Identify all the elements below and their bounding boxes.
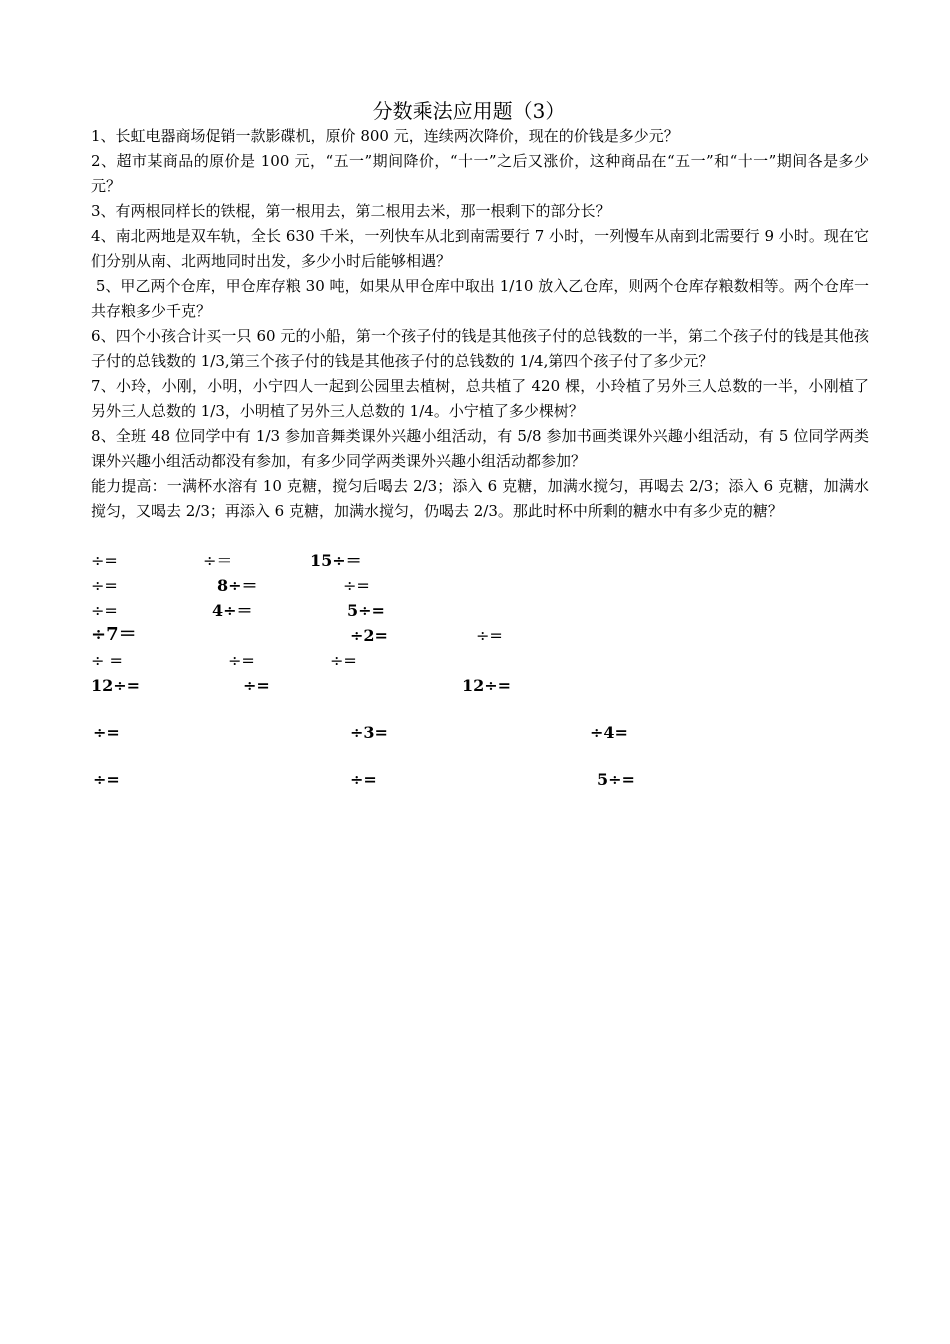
calc-r7-c2: ÷3=: [350, 723, 388, 742]
calc-r7-c1: ÷=: [93, 723, 120, 742]
bonus-problem: 能力提高：一满杯水溶有 10 克糖，搅匀后喝去 2/3；添入 6 克糖，加满水搅匀，再喝去 2/3；添入 6 克糖，加满水搅匀，又喝去 2/3；再添入 6 克糖，加满水搅匀，仍喝去 2/3。那此时杯中所剩的糖水中有多少克的糖？: [91, 477, 869, 520]
calc-r5-c3: ÷=: [330, 651, 357, 670]
calc-r1-c2: ÷＝: [203, 551, 233, 570]
problem-2: 2、超市某商品的原价是 100 元，“五一”期间降价，“十一”之后又涨价，这种商品在“五一”和“十一”期间各是多少元？: [91, 152, 869, 195]
calc-r2-c2: 8÷＝: [217, 576, 258, 595]
calc-r6-c3: 12÷=: [462, 676, 512, 695]
calc-r4-c1: ÷7＝: [91, 624, 137, 645]
problem-3: 3、有两根同样长的铁棍，第一根用去，第二根用去米，那一根剩下的部分长？: [91, 202, 611, 220]
calc-r3-c1: ÷=: [91, 601, 118, 620]
calc-r3-c2: 4÷＝: [212, 601, 253, 620]
problem-5: 5、甲乙两个仓库，甲仓库存粮 30 吨，如果从甲仓库中取出 1/10 放入乙仓库，则两个仓库存粮数相等。两个仓库一共存粮多少千克？: [91, 277, 869, 320]
calc-r5-c2: ÷=: [228, 651, 255, 670]
calc-r2-c1: ÷=: [91, 576, 118, 595]
calc-r8-c3: 5÷=: [597, 770, 635, 789]
problem-4: 4、南北两地是双车轨，全长 630 千米，一列快车从北到南需要行 7 小时，一列慢车从南到北需要行 9 小时。现在它们分别从南、北两地同时出发，多少小时后能够相遇？: [91, 227, 869, 270]
calc-r8-c2: ÷=: [350, 770, 377, 789]
calc-r3-c3: 5÷=: [347, 601, 385, 620]
calc-r1-c1: ÷=: [91, 551, 118, 570]
problem-1: 1、长虹电器商场促销一款影碟机，原价 800 元，连续两次降价，现在的价钱是多少元？: [91, 127, 679, 145]
page-title: 分数乘法应用题（3）: [372, 99, 566, 123]
calc-r6-c1: 12÷=: [91, 676, 141, 695]
calc-r2-c3: ÷=: [343, 576, 370, 595]
calc-r8-c1: ÷=: [93, 770, 120, 789]
calc-r4-c2: ÷2=: [350, 626, 388, 645]
calc-r6-c2: ÷=: [243, 676, 270, 695]
problem-8: 8、全班 48 位同学中有 1/3 参加音舞类课外兴趣小组活动，有 5/8 参加书画类课外兴趣小组活动，有 5 位同学两类课外兴趣小组活动都没有参加，有多少同学两类课外兴趣小组活动都参加？: [91, 427, 869, 470]
calc-r5-c1: ÷ =: [91, 651, 123, 670]
calc-r4-c3: ÷=: [476, 626, 503, 645]
calc-r7-c3: ÷4=: [590, 723, 628, 742]
problem-6: 6、四个小孩合计买一只 60 元的小船，第一个孩子付的钱是其他孩子付的总钱数的一半，第二个孩子付的钱是其他孩子付的总钱数的 1/3,第三个孩子付的钱是其他孩子付的总钱数的 1/4,第四个孩子付了多少元？: [91, 327, 869, 370]
problem-7: 7、小玲，小刚，小明，小宁四人一起到公园里去植树，总共植了 420 棵，小玲植了另外三人总数的一半，小刚植了另外三人总数的 1/3，小明植了另外三人总数的 1/4。小宁植了多少棵树？: [91, 377, 869, 420]
calc-r1-c3: 15÷＝: [310, 551, 362, 570]
problem-list: [91, 124, 869, 524]
